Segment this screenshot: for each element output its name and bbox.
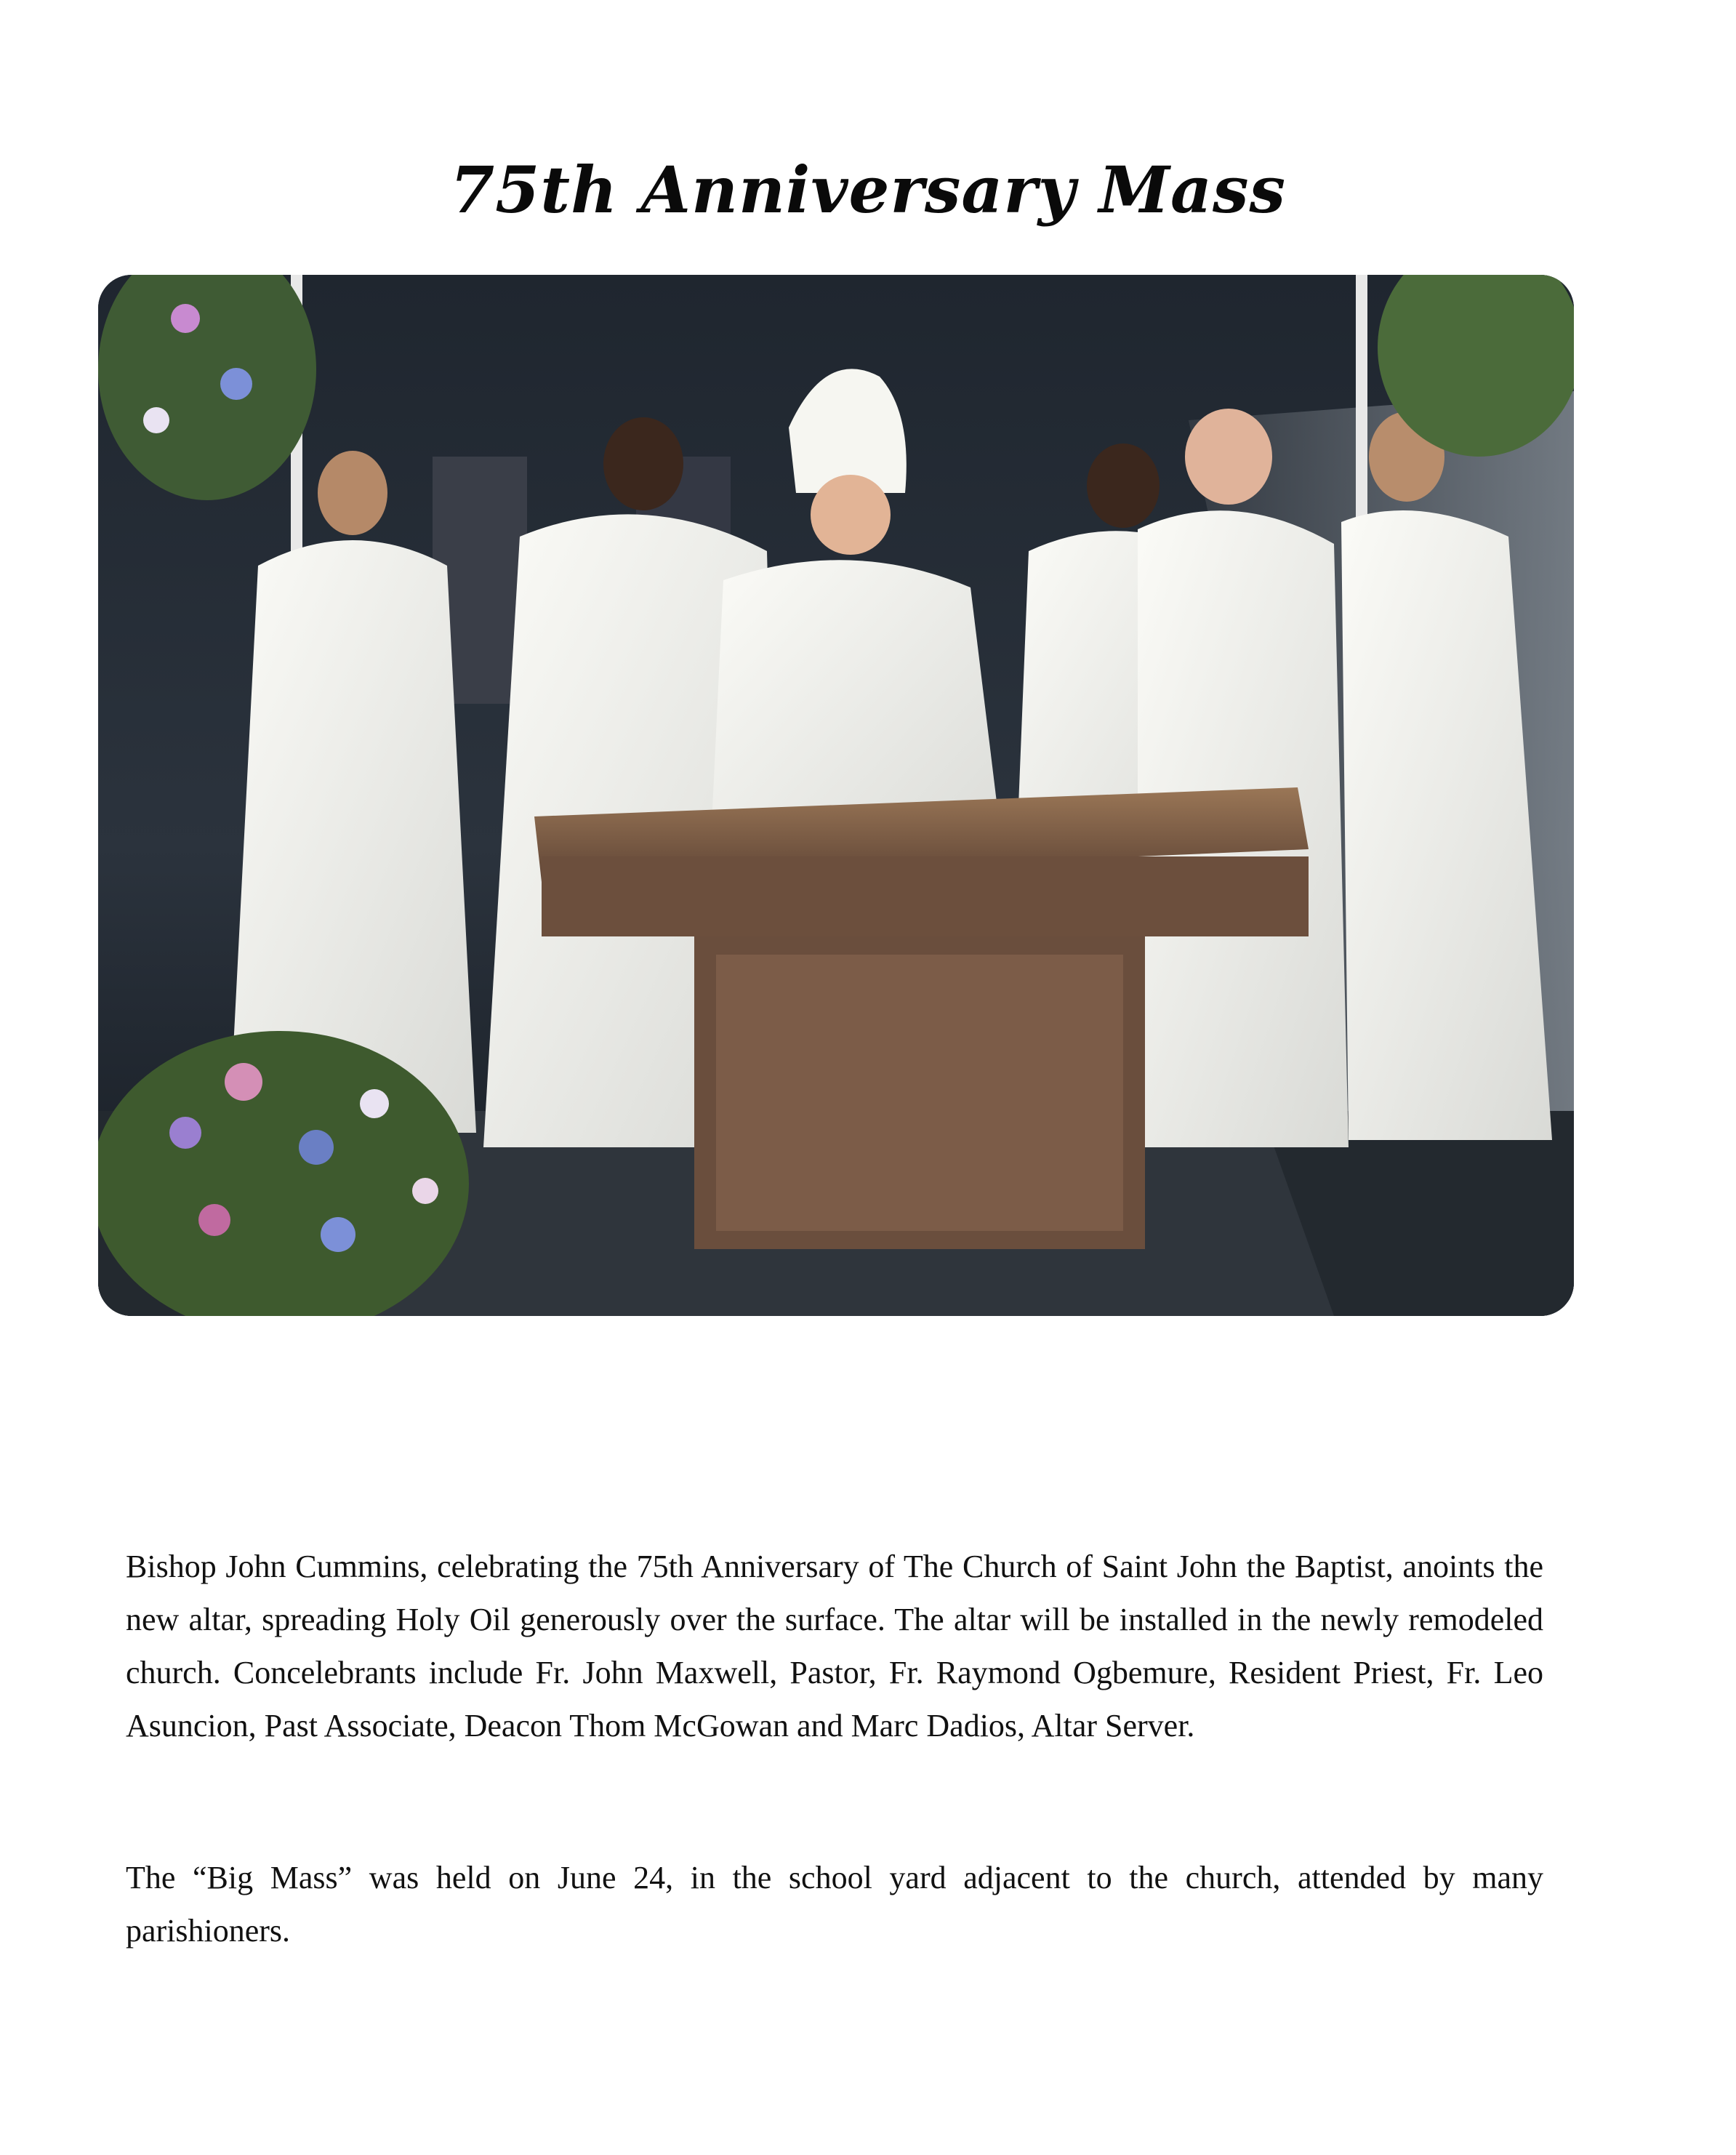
caption-paragraph: Bishop John Cummins, celebrating the 75th Anniversary of The Church of Saint John the Baptist, anoints the new altar, spreading Holy Oil generously over the surface. The altar will be installed in the newly remodeled church. Concelebrants include Fr. John Maxwell, Pastor, Fr. Raymond Ogbemure, Resident Priest, Fr. Leo Asuncion, Past Associate, Deacon Thom McGowan and Marc Dadios, Altar Server.: [126, 1549, 1543, 1743]
altar-anointing-photo: [98, 275, 1574, 1316]
caption-paragraph: The “Big Mass” was held on June 24, in the school yard adjacent to the church, attended by many parishioners.: [126, 1860, 1543, 1949]
photograph-icon: [98, 275, 1574, 1316]
page-title: 75th Anniversary Mass: [449, 151, 1287, 228]
